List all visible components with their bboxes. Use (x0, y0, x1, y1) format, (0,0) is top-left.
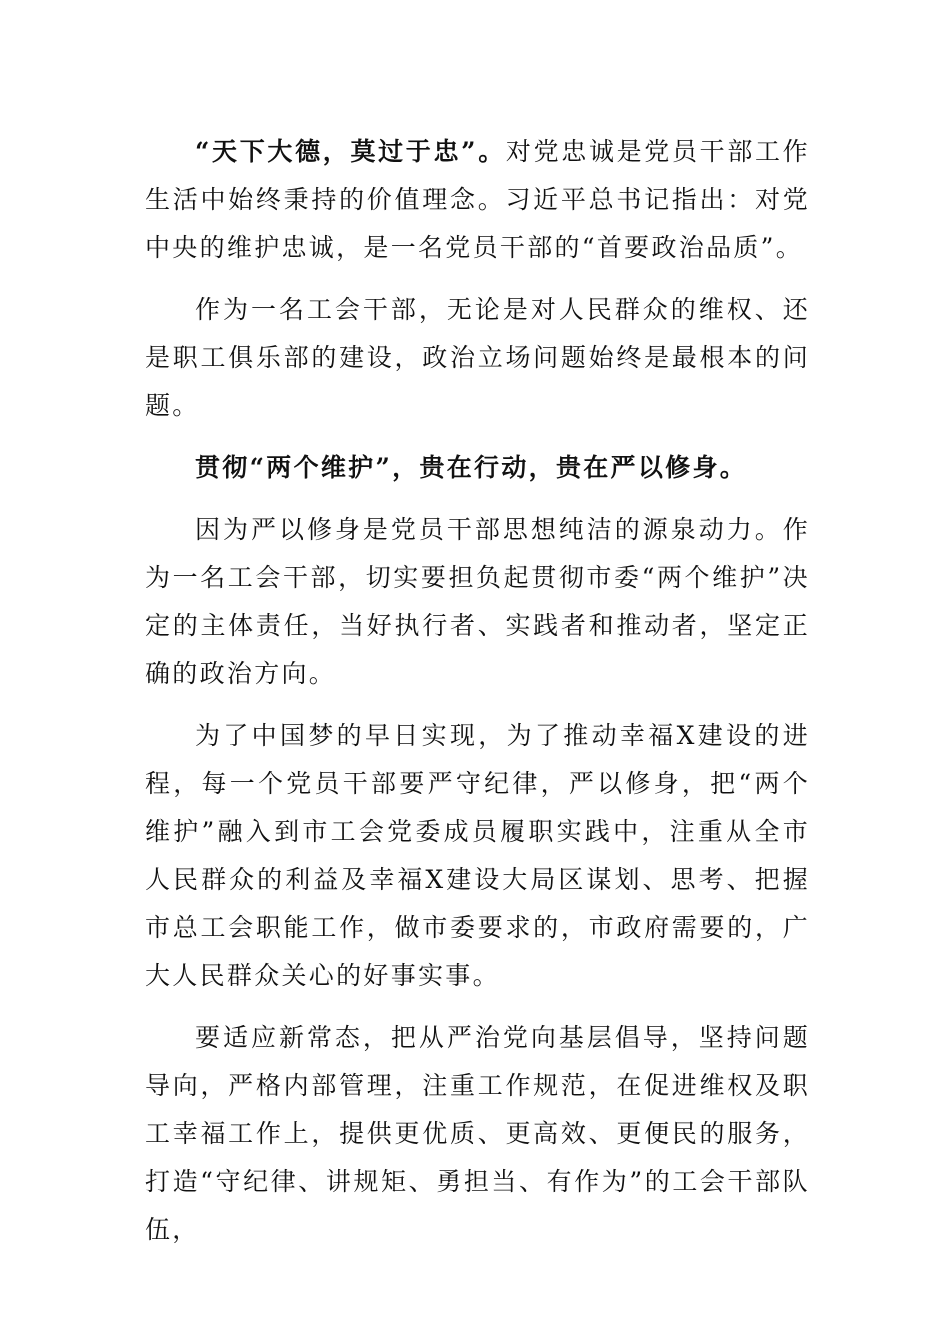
paragraph-chinese-dream: 为了中国梦的早日实现，为了推动幸福X建设的进程，每一个党员干部要严守纪律，严以修身，把“两个维护”融入到市工会党委成员履职实践中，注重从全市人民群众的利益及幸福X建设大局区谋划、思考、把握市总工会职能工作，做市委要求的，市政府需要的，广大人民群众关心的好事实事。 (145, 721, 810, 990)
paragraph-loyalty-lead: “天下大德，莫过于忠”。 (195, 137, 506, 166)
section-heading: 贯彻“两个维护”，贵在行动，贵在严以修身。 (195, 453, 748, 482)
paragraph-self-cultivation: 因为严以修身是党员干部思想纯洁的源泉动力。作为一名工会干部，切实要担负起贯彻市委“两个维护”决定的主体责任，当好执行者、实践者和推动者，坚定正确的政治方向。 (145, 515, 810, 688)
paragraph-union-cadre: 作为一名工会干部，无论是对人民群众的维权、还是职工俱乐部的建设，政治立场问题始终是最根本的问题。 (145, 295, 810, 420)
paragraph-new-normal: 要适应新常态，把从严治党向基层倡导，坚持问题导向，严格内部管理，注重工作规范，在促进维权及职工幸福工作上，提供更优质、更高效、更便民的服务，打造“守纪律、讲规矩、勇担当、有作为”的工会干部队伍， (145, 1023, 810, 1244)
paragraph-loyalty (145, 128, 810, 272)
paragraph-loyalty-text: 对党忠诚是党员干部工作生活中始终秉持的价值理念。习近平总书记指出：对党中央的维护忠诚，是一名党员干部的“首要政治品质”。 (145, 137, 810, 262)
document-body (145, 128, 810, 1268)
